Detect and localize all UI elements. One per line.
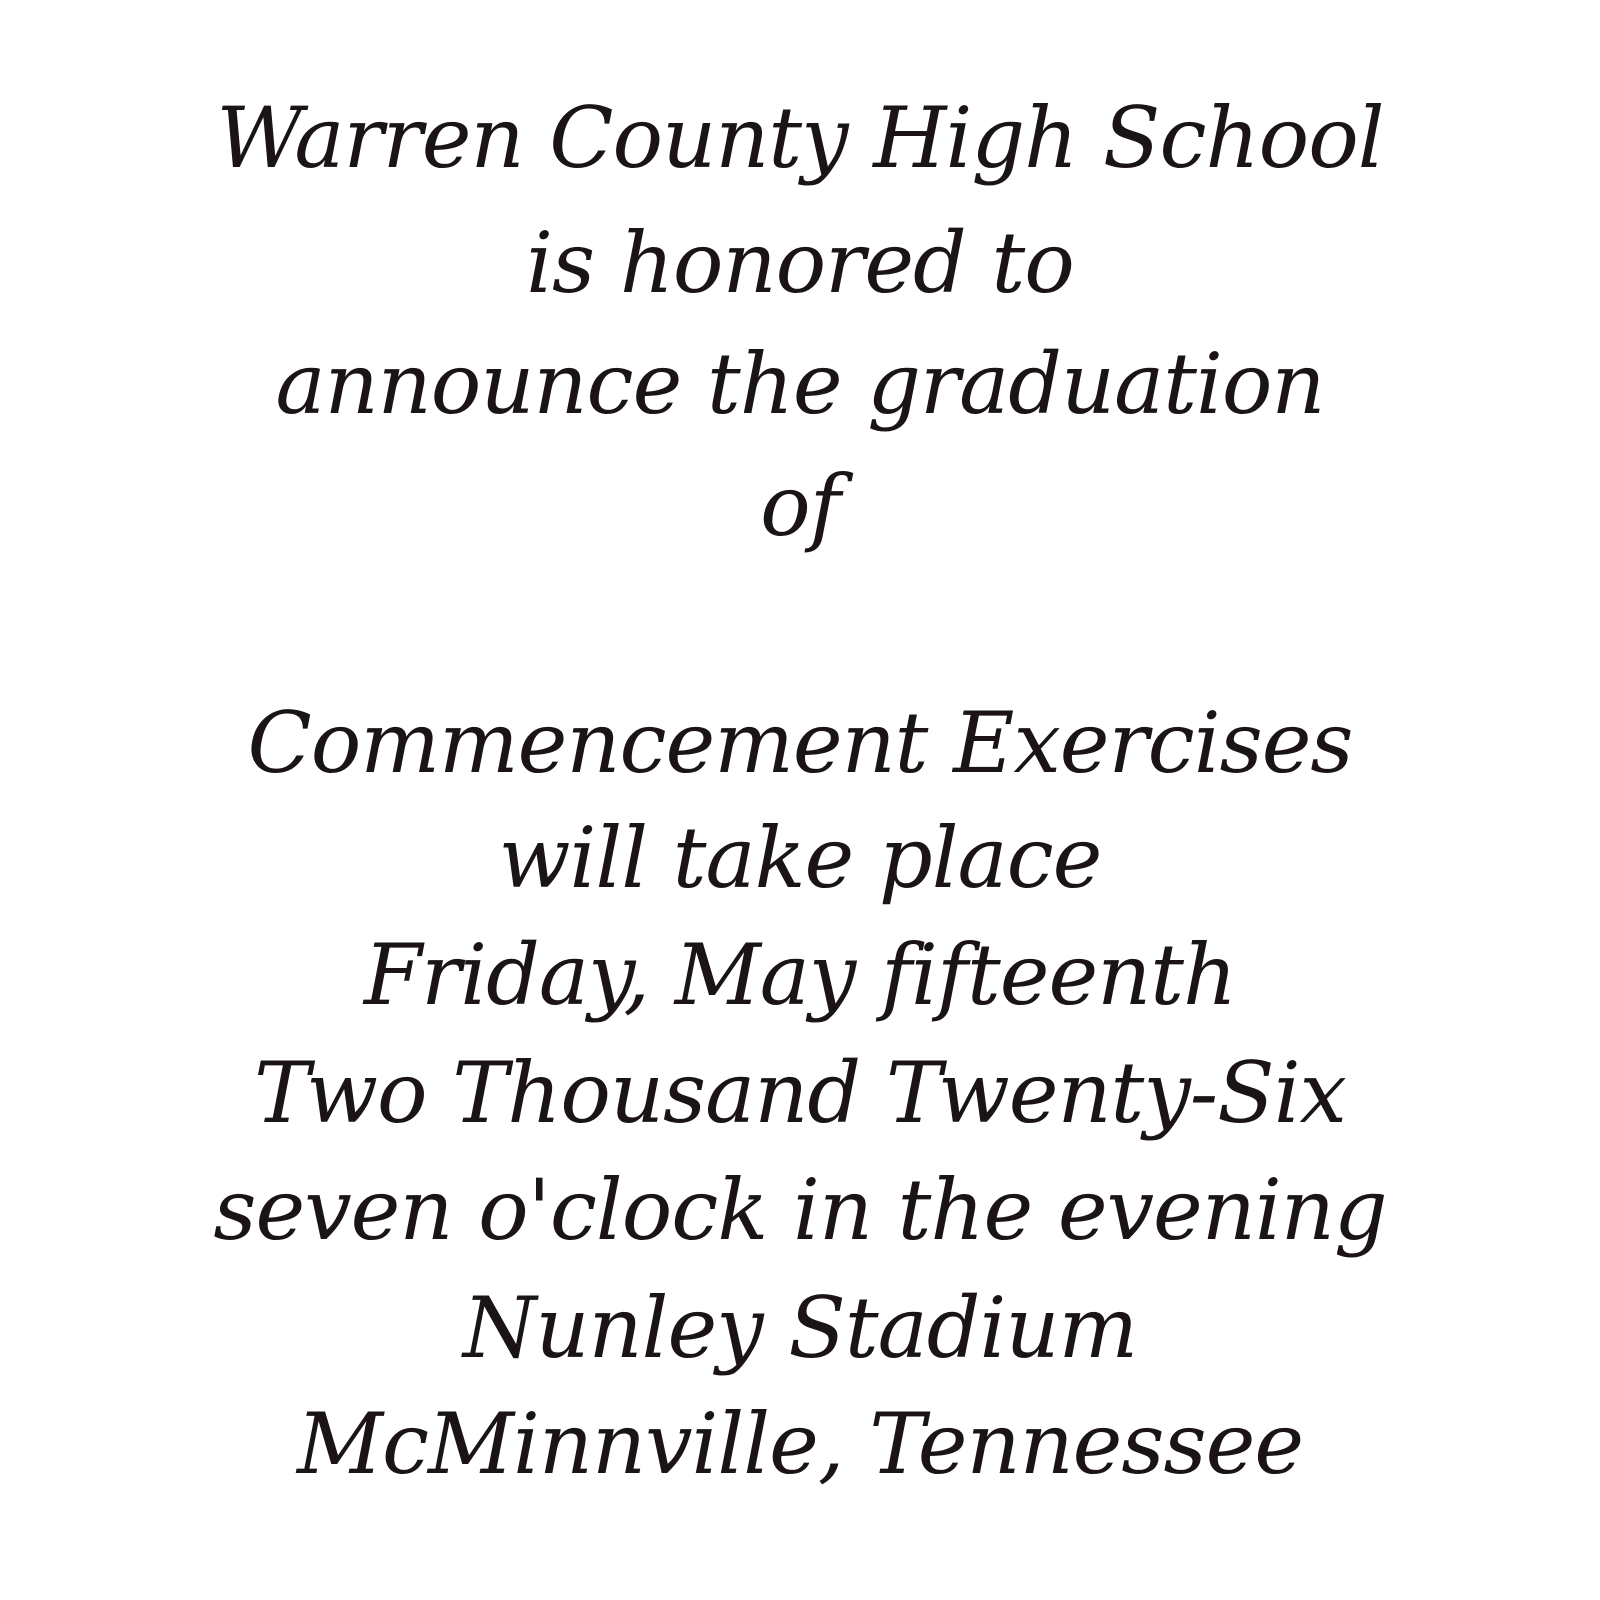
event-time: seven o'clock in the evening xyxy=(213,1161,1387,1259)
event-year: Two Thousand Twenty-Six xyxy=(254,1044,1346,1142)
honored-line: is honored to xyxy=(526,214,1074,312)
event-date: Friday, May fifteenth xyxy=(363,926,1237,1024)
take-place-line: will take place xyxy=(498,809,1102,907)
event-location: McMinnville, Tennessee xyxy=(296,1395,1304,1493)
commencement-heading: Commencement Exercises xyxy=(247,694,1353,792)
announce-line: announce the graduation xyxy=(275,335,1325,433)
event-venue: Nunley Stadium xyxy=(462,1279,1138,1377)
school-name: Warren County High School xyxy=(216,89,1384,187)
of-line: of xyxy=(760,457,840,555)
